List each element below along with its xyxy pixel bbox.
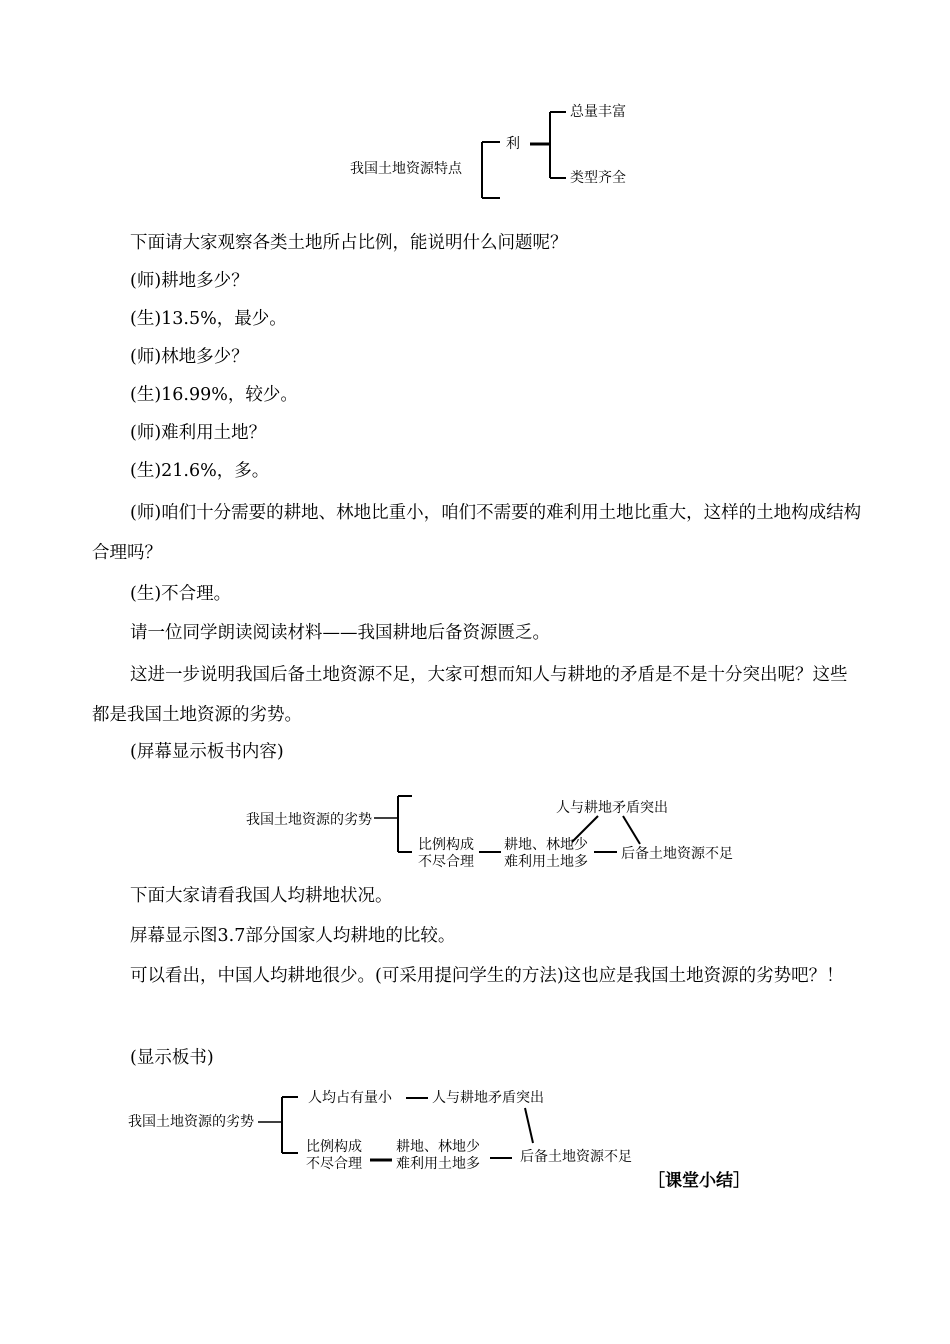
diagram-land-disadvantages-1 <box>0 780 950 880</box>
paragraph-b-3: (显示板书) <box>130 1048 214 1068</box>
diagram2-right: 后备土地资源不足 <box>621 846 733 862</box>
diagram3-upper-right: 人与耕地矛盾突出 <box>432 1090 544 1106</box>
paragraph-a-3: (师)林地多少？ <box>130 347 249 367</box>
diagram-land-disadvantages-2 <box>0 1080 950 1190</box>
paragraph-a-4: (生)16.99%，较少。 <box>130 385 298 405</box>
diagram2-lines <box>0 780 950 880</box>
diagram1-leaf-top: 总量丰富 <box>570 104 626 120</box>
paragraph-a-8: (生)不合理。 <box>130 584 232 604</box>
paragraph-a-11: (屏幕显示板书内容) <box>130 742 284 762</box>
paragraph-b-0: 下面大家请看我国人均耕地状况。 <box>130 886 393 906</box>
paragraph-a-5: (师)难利用土地？ <box>130 423 267 443</box>
diagram3-mid <box>396 1139 480 1173</box>
diagram1-root: 我国土地资源特点 <box>350 161 462 177</box>
diagram1-branch: 利 <box>506 136 520 152</box>
paragraph-a-7: (师)咱们十分需要的耕地、林地比重小，咱们不需要的难利用土地比重大，这样的土地构成结构合理吗？ <box>92 503 862 563</box>
paragraph-a-0: 下面请大家观察各类土地所占比例，能说明什么问题呢？ <box>130 233 568 253</box>
diagram3-mid-line2: 难利用土地多 <box>396 1156 480 1172</box>
diagram1-leaf-bottom: 类型齐全 <box>570 170 626 186</box>
diagram2-branch-line1: 比例构成 <box>418 837 474 853</box>
diagram2-branch <box>418 837 474 871</box>
paragraph-a-1: (师)耕地多少？ <box>130 271 249 291</box>
diagram2-branch-line2: 不尽合理 <box>418 854 474 870</box>
diagram3-lower <box>306 1139 362 1173</box>
diagram3-lower-line1: 比例构成 <box>306 1139 362 1155</box>
diagram3-root: 我国土地资源的劣势 <box>128 1114 254 1130</box>
diagram-land-features-lines <box>0 0 950 210</box>
paragraph-b-2: 可以看出，中国人均耕地很少。(可采用提问学生的方法)这也应是我国土地资源的劣势吧？！ <box>130 966 844 986</box>
diagram2-mid <box>504 837 588 871</box>
paragraph-a-9: 请一位同学朗读阅读材料——我国耕地后备资源匮乏。 <box>130 623 550 643</box>
diagram2-root: 我国土地资源的劣势 <box>246 812 372 828</box>
diagram2-top: 人与耕地矛盾突出 <box>556 800 668 816</box>
paragraph-b-1: 屏幕显示图3.7部分国家人均耕地的比较。 <box>130 926 456 946</box>
diagram3-mid-line1: 耕地、林地少 <box>396 1139 480 1155</box>
diagram3-lower-right: 后备土地资源不足 <box>520 1149 632 1165</box>
diagram-land-features <box>0 0 950 210</box>
diagram3-upper: 人均占有量小 <box>308 1090 392 1106</box>
paragraph-a-6: (生)21.6%，多。 <box>130 461 270 481</box>
section-title-class-summary: ［课堂小结］ <box>648 1171 750 1191</box>
paragraph-a-10: 这进一步说明我国后备土地资源不足，大家可想而知人与耕地的矛盾是不是十分突出呢？这些都是我国土地资源的劣势。 <box>92 665 848 725</box>
diagram2-mid-line2: 难利用土地多 <box>504 854 588 870</box>
paragraph-a-2: (生)13.5%，最少。 <box>130 309 287 329</box>
diagram3-lower-line2: 不尽合理 <box>306 1156 362 1172</box>
diagram2-mid-line1: 耕地、林地少 <box>504 837 588 853</box>
